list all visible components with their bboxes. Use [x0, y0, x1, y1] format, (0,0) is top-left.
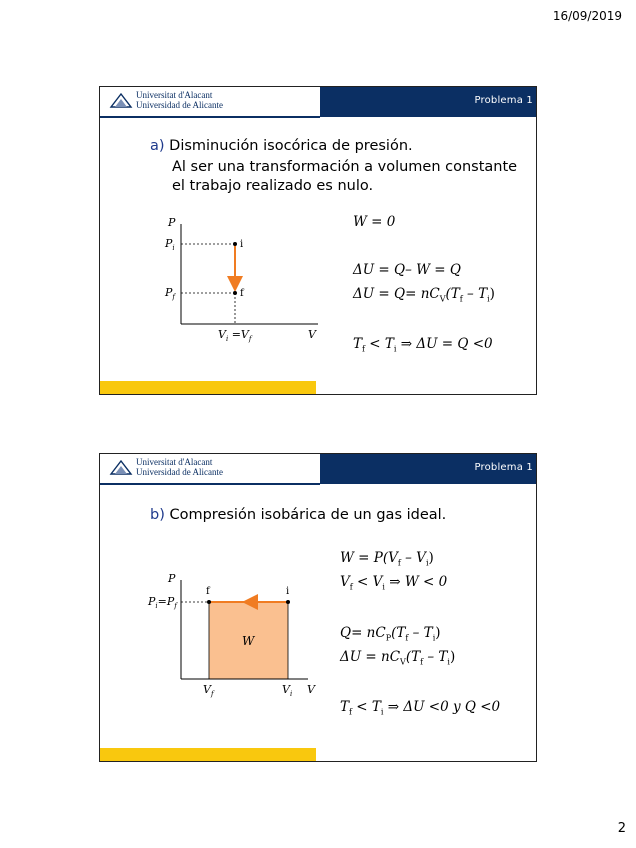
problem-label: Problema 1 — [474, 95, 533, 106]
area-label: W — [242, 634, 255, 648]
slide-problem-1b — [99, 453, 537, 762]
equation-work: $W = P(V_f - V_i)$ — [340, 550, 434, 568]
point-i-label: i — [240, 239, 244, 250]
pf-tick-label: $P_f$ — [165, 286, 175, 301]
point-i-label: i — [286, 586, 290, 597]
equation-conclusion: $T_f < T_i$ ⇒ ΔU = Q <0 — [353, 336, 493, 354]
slide-header-bar — [320, 87, 536, 117]
equation-heat: $\Delta U = Q= nC_V(T_f - T_i)$ — [353, 286, 495, 304]
footer-bar — [100, 748, 316, 761]
university-logo-icon — [109, 91, 133, 109]
university-name: Universitat d'Alacant Universidad de Alicante — [136, 457, 223, 477]
print-date: 16/09/2019 — [552, 9, 622, 23]
slide-header-left — [100, 454, 320, 484]
point-f-dot — [207, 600, 211, 604]
slide-problem-1a — [99, 86, 537, 395]
university-logo-icon — [109, 458, 133, 476]
item-heading — [150, 506, 446, 525]
equation-heat: $Q= nC_P(T_f - T_i)$ — [340, 625, 441, 643]
page-number: 2 — [617, 821, 626, 836]
x-axis-label: V — [308, 328, 316, 341]
vf-tick-label: $V_f$ — [203, 683, 214, 698]
problem-label: Problema 1 — [474, 462, 533, 473]
equation-conclusion: $T_f < T_i$ ⇒ ΔU <0 y Q <0 — [340, 699, 501, 717]
point-f-dot — [233, 291, 237, 295]
equation-volume-inequality: $V_f < V_i$ ⇒ W < 0 — [340, 574, 448, 592]
equation-work: W = 0 — [353, 214, 396, 230]
header-underline — [100, 483, 320, 485]
pv-diagram — [140, 566, 340, 701]
x-axis-label: V — [307, 683, 315, 696]
item-letter: a) — [150, 138, 165, 154]
equation-internal-energy: $\Delta U = nC_V(T_f - T_i)$ — [340, 649, 456, 667]
slide-header-left — [100, 87, 320, 117]
y-axis-label: P — [168, 572, 176, 585]
description-line-2: el trabajo realizado es nulo. — [172, 178, 374, 194]
university-name: Universitat d'Alacant Universidad de Alicante — [136, 90, 223, 110]
pi-tick-label: $P_i$ — [165, 237, 175, 252]
v-tick-label: $V_i =V_f$ — [218, 328, 252, 343]
point-f-label: f — [206, 586, 210, 597]
point-i-dot — [286, 600, 290, 604]
item-letter: b) — [150, 507, 165, 523]
slide-header-bar — [320, 454, 536, 484]
equation-first-law: ΔU = Q– W = Q — [353, 262, 461, 278]
header-underline — [100, 116, 320, 118]
item-heading — [150, 137, 413, 156]
description-line-1: Al ser una transformación a volumen constante — [172, 159, 518, 175]
p-tick-label: $P_i=P_f$ — [148, 595, 177, 610]
vi-tick-label: $V_i$ — [282, 683, 293, 698]
point-f-label: f — [240, 288, 244, 299]
item-text: Disminución isocórica de presión. — [169, 138, 413, 154]
footer-bar — [100, 381, 316, 394]
pv-diagram — [160, 212, 330, 347]
point-i-dot — [233, 242, 237, 246]
item-text: Compresión isobárica de un gas ideal. — [169, 507, 447, 523]
y-axis-label: P — [168, 216, 176, 229]
